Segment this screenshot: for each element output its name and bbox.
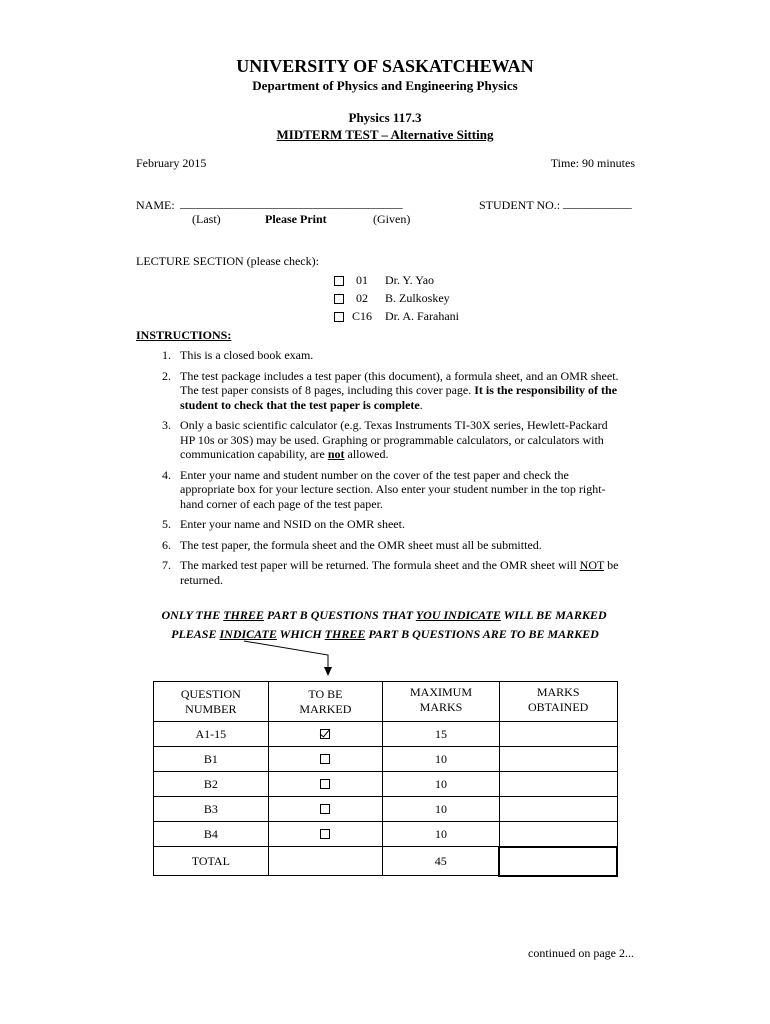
question-cell: A1-15: [154, 722, 269, 747]
lecture-instructor: Dr. A. Farahani: [385, 309, 459, 323]
question-cell: B4: [154, 822, 269, 847]
lecture-option[interactable]: [334, 291, 534, 309]
instruction-text: Enter your name and NSID on the OMR sheet.: [180, 517, 405, 531]
lecture-code: 02: [356, 291, 368, 305]
total-obtained-cell[interactable]: [499, 847, 617, 876]
checked-box-icon[interactable]: [320, 729, 330, 739]
total-label-cell: TOTAL: [154, 847, 269, 876]
instructions-list: [136, 348, 624, 593]
checkbox-icon[interactable]: [320, 829, 330, 839]
instruction-number: 3.: [162, 418, 171, 432]
mark-checkbox-cell[interactable]: [268, 772, 382, 797]
table-row: [154, 722, 618, 747]
instruction-item: [136, 369, 624, 413]
instruction-number: 7.: [162, 558, 171, 572]
exam-date: February 2015: [136, 156, 207, 170]
table-row: [154, 772, 618, 797]
total-empty-cell: [268, 847, 382, 876]
max-marks-cell: 10: [383, 797, 500, 822]
lecture-section-label: LECTURE SECTION (please check):: [136, 254, 319, 268]
name-label: NAME:: [136, 198, 175, 212]
marks-obtained-cell[interactable]: [499, 797, 617, 822]
mark-checkbox-cell[interactable]: [268, 747, 382, 772]
instruction-number: 6.: [162, 537, 171, 552]
question-cell: B2: [154, 772, 269, 797]
instruction-text: The test package includes a test paper (this document), a formula sheet, and an OMR sheet. The test paper consists of 8 pages, including this cover page.: [180, 368, 619, 397]
notice-emphasis: INDICATE: [219, 627, 277, 641]
continued-note: continued on page 2...: [528, 946, 634, 960]
mark-checkbox-cell[interactable]: [268, 822, 382, 847]
name-line[interactable]: _______________________________________: [180, 196, 403, 210]
notice-emphasis: YOU INDICATE: [415, 608, 501, 622]
instruction-emphasis: not: [327, 447, 345, 461]
mark-checkbox-cell[interactable]: [268, 797, 382, 822]
checkbox-icon[interactable]: [320, 754, 330, 764]
instruction-text: be returned.: [180, 558, 619, 587]
student-no-line[interactable]: ____________: [563, 196, 632, 210]
lecture-instructor: B. Zulkoskey: [385, 291, 450, 305]
arrow-pointer: [240, 640, 340, 680]
question-cell: B3: [154, 797, 269, 822]
last-name-hint: (Last): [192, 212, 221, 226]
lecture-option[interactable]: [334, 309, 534, 327]
instruction-text: .: [419, 397, 423, 412]
notice-text: PLEASE: [171, 627, 220, 641]
marks-obtained-cell[interactable]: [499, 772, 617, 797]
instruction-number: 1.: [162, 348, 171, 362]
please-print-hint: Please Print: [265, 212, 327, 226]
max-marks-cell: 15: [383, 722, 500, 747]
lecture-option[interactable]: [334, 273, 534, 291]
instruction-item: [136, 418, 624, 462]
lecture-instructor: Dr. Y. Yao: [385, 273, 435, 287]
mark-checkbox-cell[interactable]: [268, 722, 382, 747]
checkbox-icon[interactable]: [320, 804, 330, 814]
header-maximum-marks: MAXIMUM MARKS: [383, 682, 500, 722]
notice-text: PART B QUESTIONS THAT: [263, 608, 416, 622]
total-max-cell: 45: [383, 847, 500, 876]
instruction-item: [136, 468, 624, 512]
instruction-text: Enter your name and student number on the cover of the test paper and check the appropriate box for your lecture section. Also enter your student number in the top right-hand corner of each page of the test paper.: [180, 467, 606, 511]
lecture-code: 01: [356, 273, 368, 287]
instruction-number: 5.: [162, 517, 171, 531]
exam-time: Time: 90 minutes: [550, 156, 635, 170]
lecture-checkbox[interactable]: [334, 294, 344, 304]
notice-text: PART B QUESTIONS ARE TO BE MARKED: [365, 627, 599, 641]
header-marks-obtained: MARKS OBTAINED: [499, 682, 617, 722]
table-row: [154, 747, 618, 772]
max-marks-cell: 10: [383, 747, 500, 772]
marks-table: [153, 681, 618, 877]
department-title: Department of Physics and Engineering Physics: [252, 78, 518, 93]
instruction-text: allowed.: [344, 447, 389, 461]
instruction-text: The marked test paper will be returned. The formula sheet and the OMR sheet will: [180, 558, 580, 572]
notice-text: WHICH: [276, 627, 325, 641]
marks-obtained-cell[interactable]: [499, 747, 617, 772]
instruction-emphasis: It is the responsibility of the student to check that the test paper is complete: [180, 383, 618, 412]
course-title: Physics 117.3: [348, 110, 422, 125]
notice-emphasis: THREE: [223, 608, 264, 622]
notice-emphasis: THREE: [324, 627, 366, 641]
notice-text: WILL BE MARKED: [500, 608, 607, 622]
lecture-checkbox[interactable]: [334, 312, 344, 322]
instruction-item: [136, 558, 624, 587]
table-row: [154, 797, 618, 822]
checkbox-icon[interactable]: [320, 779, 330, 789]
table-header-row: [154, 682, 618, 722]
instructions-heading: INSTRUCTIONS:: [136, 328, 232, 342]
max-marks-cell: 10: [383, 822, 500, 847]
instruction-number: 2.: [162, 368, 171, 383]
instruction-emphasis: NOT: [579, 558, 605, 572]
instruction-text: Only a basic scientific calculator (e.g. Texas Instruments TI-30X series, Hewlett-Packard HP 10s or 30S) may be used. Graphing or programmable calculators, or calculators with communication capability, are: [180, 418, 608, 461]
lecture-checkbox[interactable]: [334, 276, 344, 286]
marking-notice-line2: [0, 627, 770, 642]
table-row: [154, 822, 618, 847]
instruction-item: [136, 517, 624, 532]
instruction-text: This is a closed book exam.: [180, 348, 314, 362]
lecture-code: C16: [352, 309, 373, 323]
instruction-item: [136, 348, 624, 363]
instruction-item: [136, 538, 624, 553]
marks-obtained-cell[interactable]: [499, 722, 617, 747]
lecture-section-list: [334, 273, 534, 327]
marking-notice-line1: [0, 608, 769, 623]
question-cell: B1: [154, 747, 269, 772]
max-marks-cell: 10: [383, 772, 500, 797]
university-title: UNIVERSITY OF SASKATCHEWAN: [236, 56, 534, 76]
given-name-hint: (Given): [373, 212, 411, 226]
table-total-row: [154, 847, 618, 876]
header-question: QUESTION NUMBER: [154, 682, 269, 722]
instruction-text: The test paper, the formula sheet and the OMR sheet must all be submitted.: [180, 537, 542, 552]
notice-text: ONLY THE: [161, 608, 224, 622]
student-no-label: STUDENT NO.:: [479, 198, 561, 212]
test-title: MIDTERM TEST – Alternative Sitting: [276, 127, 494, 142]
instruction-number: 4.: [162, 467, 171, 482]
header-to-be-marked: TO BE MARKED: [268, 682, 382, 722]
marks-obtained-cell[interactable]: [499, 822, 617, 847]
